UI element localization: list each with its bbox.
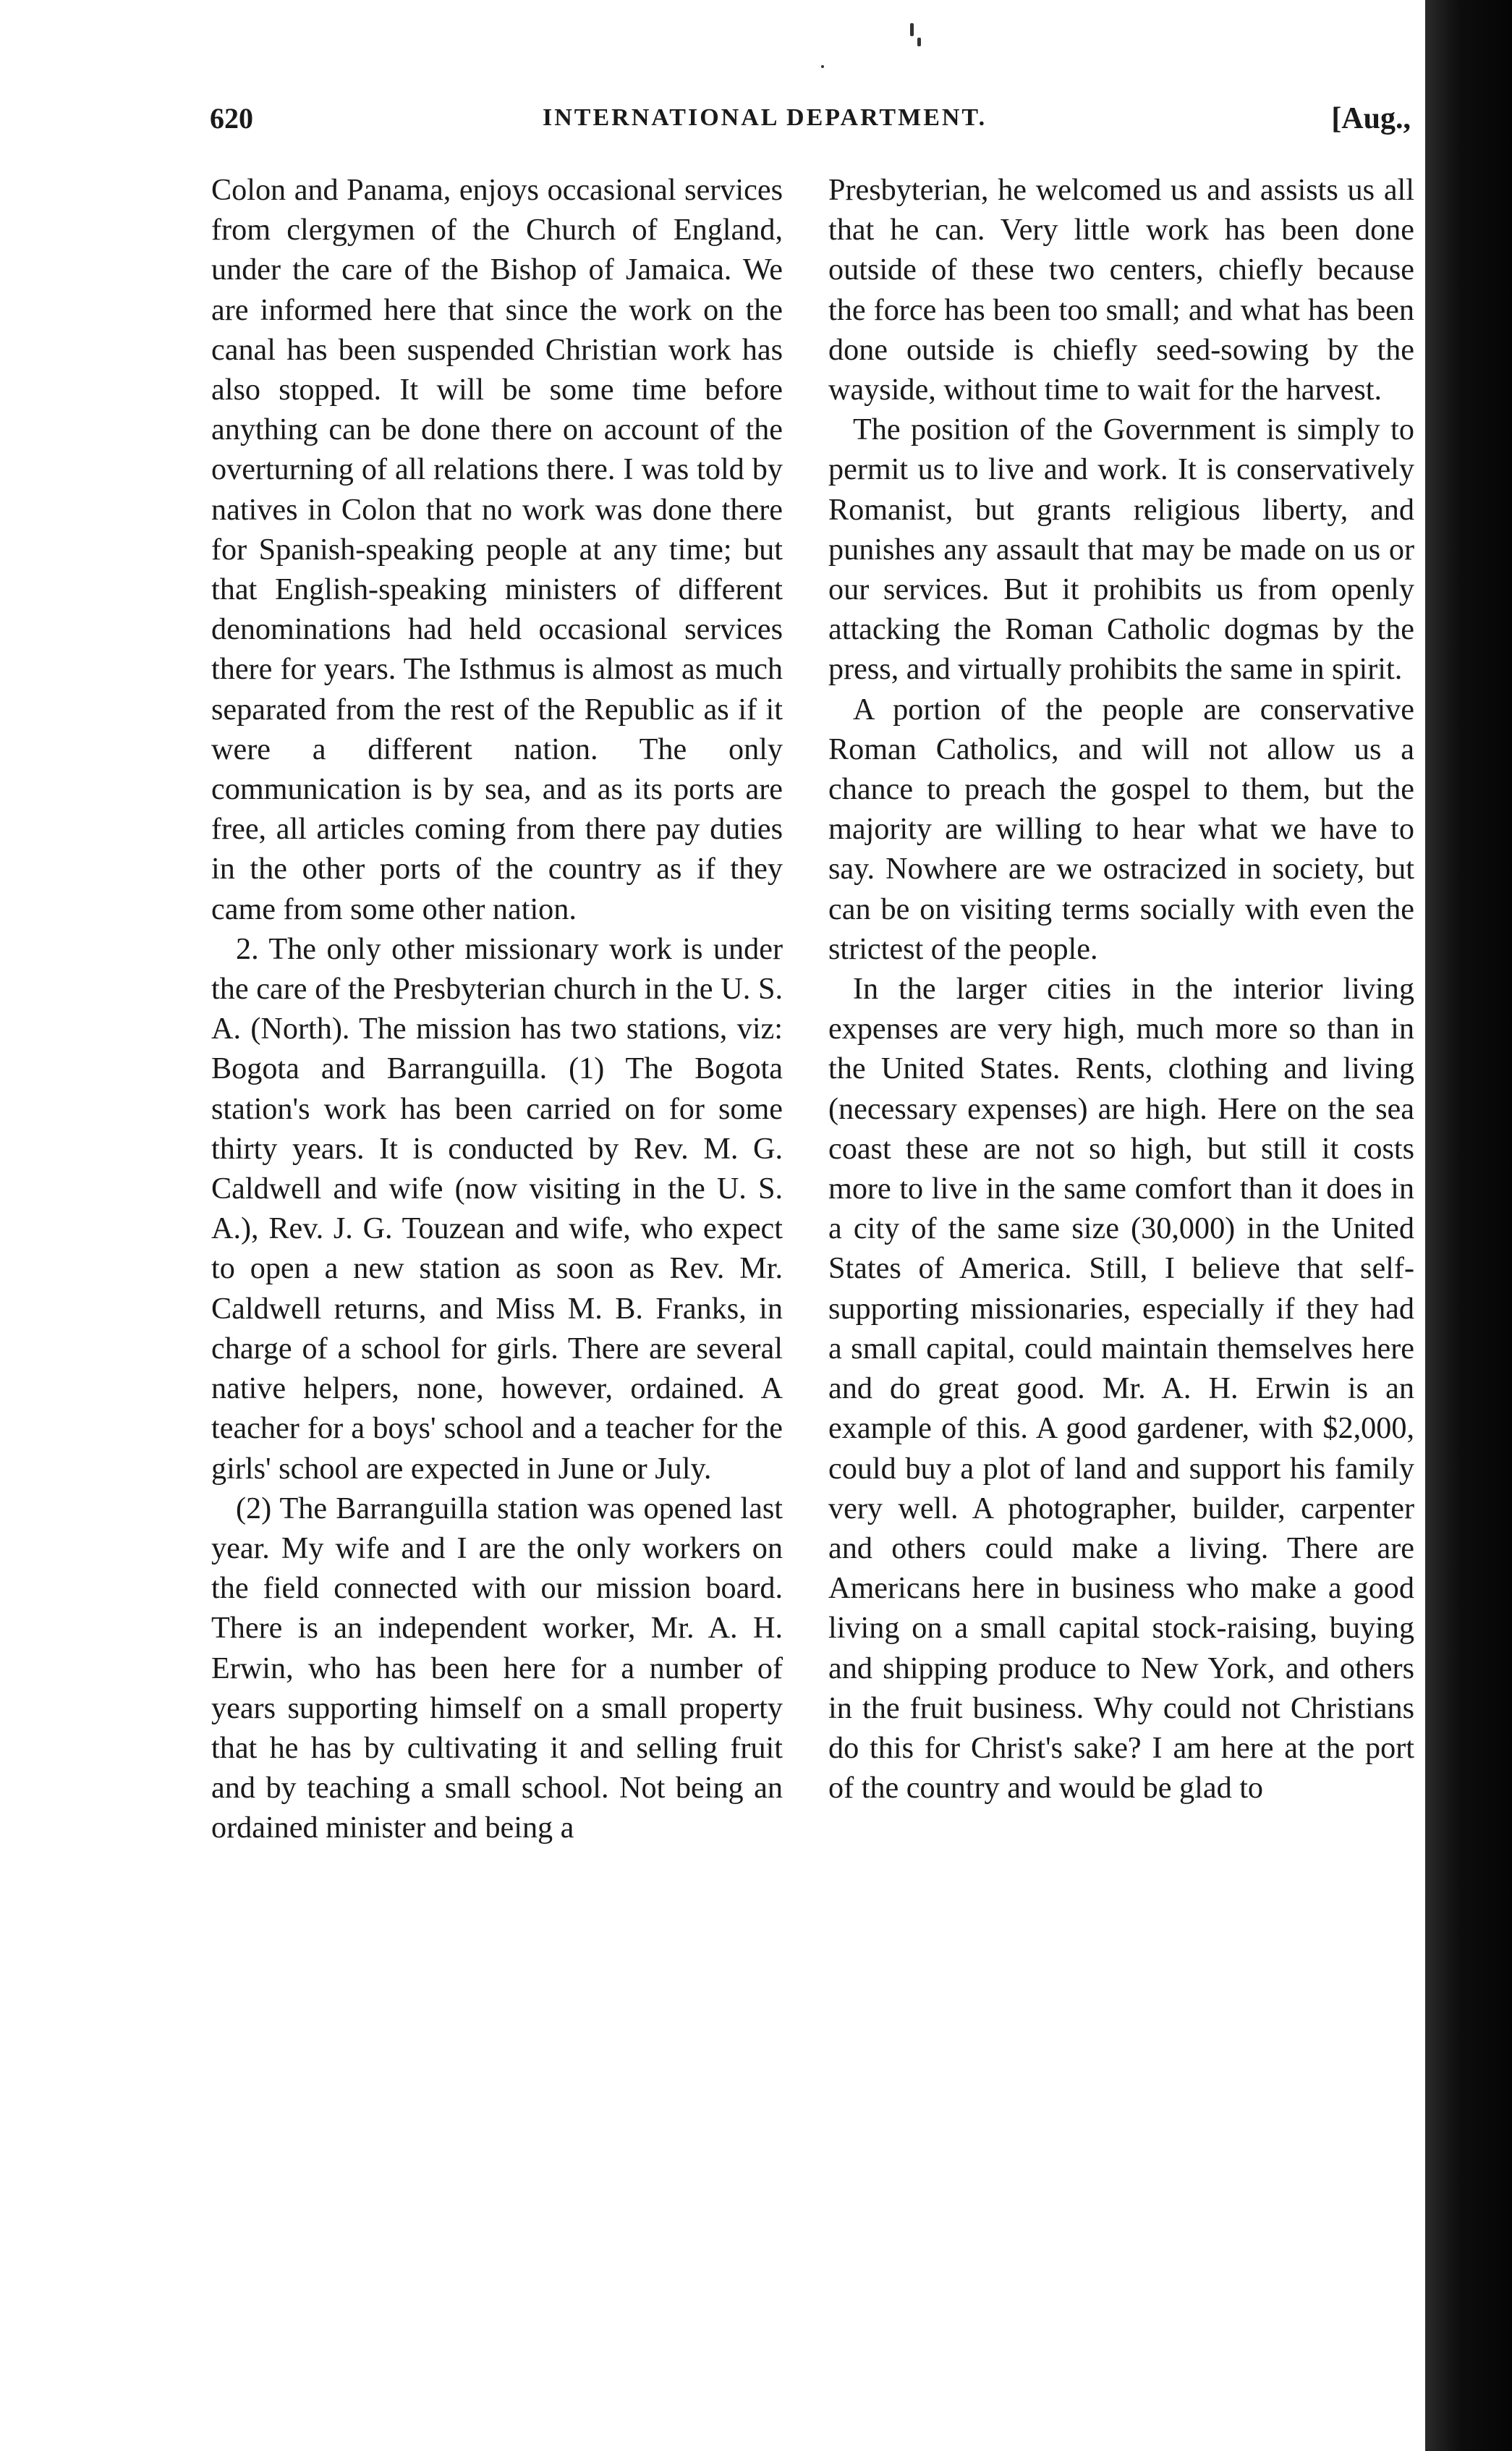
header-month-mark: [Aug., — [1331, 102, 1411, 135]
scan-speck — [910, 23, 914, 36]
paragraph: The position of the Government is simply to permit us to live and work. It is conservatively Romanist, but grants religious liberty, and punishes any assault that may be made on us or our services. But it prohibits us from openly attacking the Roman Catholic dogmas by the press, and virtually prohibits the same in spirit. — [828, 412, 1414, 687]
left-column — [211, 170, 783, 1848]
paragraph: A portion of the people are conservative Roman Catholics, and will not allow us a chance to preach the gospel to them, but the majority are willing to hear what we have to say. Nowhere are we ostracized in society, but can be on visiting terms socially with even the strictest of the people. — [828, 692, 1414, 966]
scan-speck — [821, 65, 824, 68]
scan-speck — [917, 38, 921, 46]
paragraph: 2. The only other missionary work is under the care of the Presbyterian church in the U. S. A. (North). The mission has two stations, viz: Bogota and Barranguilla. (1) The Bogota station's work has been carried on for some thirty years. It is conducted by Rev. M. G. Caldwell and wife (now visiting in the U. S. A.), Rev. J. G. Touzean and wife, who expect to open a new station as soon as Rev. Mr. Caldwell returns, and Miss M. B. Franks, in charge of a school for girls. There are several native helpers, none, however, ordained. A teacher for a boys' school and a teacher for the girls' school are expected in June or July. — [211, 931, 783, 1486]
scanned-page-edge — [1425, 0, 1512, 2451]
running-title: INTERNATIONAL DEPARTMENT. — [543, 104, 988, 131]
page-header — [210, 101, 1411, 145]
right-column — [828, 170, 1414, 1808]
page-number: 620 — [210, 102, 253, 135]
paragraph: Presbyterian, he welcomed us and assists us all that he can. Very little work has been done outside of these two centers, chiefly because the force has been too small; and what has been done outside is chiefly seed-sowing by the wayside, without time to wait for the harvest. — [828, 173, 1414, 407]
paragraph: (2) The Barranguilla station was opened last year. My wife and I are the only workers on the field connected with our mission board. There is an independent worker, Mr. A. H. Erwin, who has been here for a number of years supporting himself on a small property that he has by cultivating it and selling fruit and by teaching a small school. Not being an ordained minister and being a — [211, 1491, 783, 1845]
paragraph: Colon and Panama, enjoys occasional services from clergymen of the Church of England, under the care of the Bishop of Jamaica. We are informed here that since the work on the canal has been suspended Christian work has also stopped. It will be some time before anything can be done there on account of the overturning of all relations there. I was told by natives in Colon that no work was done there for Spanish-speaking people at any time; but that English-speaking ministers of different denominations had held occasional services there for years. The Isthmus is almost as much separated from the rest of the Republic as if it were a different nation. The only communication is by sea, and as its ports are free, all articles coming from there pay duties in the other ports of the country as if they came from some other nation. — [211, 173, 783, 926]
paragraph: In the larger cities in the interior living expenses are very high, much more so than in the United States. Rents, clothing and living (necessary expenses) are high. Here on the sea coast these are not so high, but still it costs more to live in the same comfort than it does in a city of the same size (30,000) in the United States of America. Still, I believe that self-supporting missionaries, especially if they had a small capital, could maintain themselves here and do great good. Mr. A. H. Erwin is an example of this. A good gardener, with $2,000, could buy a plot of land and support his family very well. A photographer, builder, carpenter and others could make a living. There are Americans here in business who make a good living on a small capital stock-raising, buying and shipping produce to New York, and others in the fruit business. Why could not Christians do this for Christ's sake? I am here at the port of the country and would be glad to — [828, 972, 1414, 1806]
